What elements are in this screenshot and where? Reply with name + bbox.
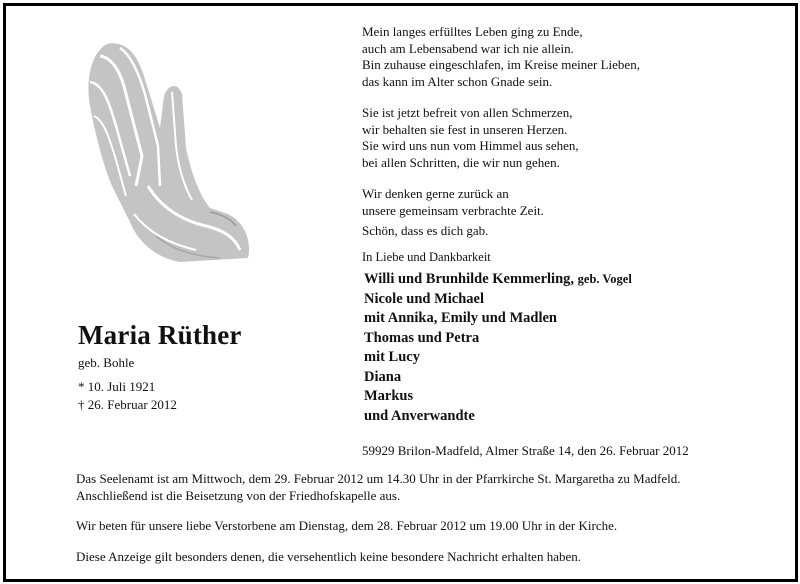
family-name-born: geb. Vogel: [577, 272, 632, 286]
service-notes: [76, 471, 781, 579]
address-line: 59929 Brilon-Madfeld, Almer Straße 14, den 26. Februar 2012: [362, 443, 689, 458]
prayer-notice: Wir beten für unsere liebe Verstorbene am Dienstag, dem 28. Februar 2012 um 19.00 Uhr in der Kirche.: [76, 518, 618, 533]
family-line: mit Annika, Emily und Madlen: [364, 310, 557, 326]
poem-line: Sie ist jetzt befreit von allen Schmerzen,: [362, 105, 573, 120]
poem-stanza-3: [362, 186, 782, 219]
poem-line: auch am Lebensabend war ich nie allein.: [362, 40, 574, 56]
poem-stanza-2: [362, 105, 782, 171]
poem-line: das kann im Alter schon Gnade sein.: [362, 73, 553, 89]
poem-stanza-1: [362, 24, 782, 90]
poem-closing: Schön, dass es dich gab.: [362, 223, 489, 238]
poem-line: wir behalten sie fest in unseren Herzen.: [362, 121, 568, 137]
general-notice: Diese Anzeige gilt besonders denen, die versehentlich keine besondere Nachricht erhalten haben.: [76, 548, 581, 564]
family-line: Diana: [364, 368, 402, 385]
poem-line: Mein langes erfülltes Leben ging zu Ende,: [362, 24, 583, 39]
requiem-line: Das Seelenamt ist am Mittwoch, dem 29. Februar 2012 um 14.30 Uhr in der Pfarrkirche St. Margaretha zu Madfeld.: [76, 471, 681, 486]
poem-line: Wir denken gerne zurück an: [362, 186, 509, 201]
family-line: Markus: [364, 388, 414, 404]
family-line: Thomas und Petra: [364, 329, 480, 346]
family-name-main: Willi und Brunhilde Kemmerling,: [364, 271, 575, 287]
family-line: Nicole und Michael: [364, 290, 485, 307]
memorial-poem: [362, 24, 782, 240]
poem-line: Bin zuhause eingeschlafen, im Kreise meiner Lieben,: [362, 57, 640, 72]
poem-line: Sie wird uns nun vom Himmel aus sehen,: [362, 138, 579, 153]
poem-line: bei allen Schritten, die wir nun gehen.: [362, 154, 560, 170]
family-line: mit Lucy: [364, 349, 420, 365]
life-dates: [78, 378, 177, 414]
death-date: † 26. Februar 2012: [78, 397, 177, 412]
poem-line: unsere gemeinsam verbrachte Zeit.: [362, 202, 544, 218]
family-line: [364, 270, 632, 290]
family-line: und Anverwandte: [364, 407, 475, 424]
gratitude-line: In Liebe und Dankbarkeit: [362, 250, 491, 264]
deceased-name: Maria Rüther: [78, 320, 242, 350]
birth-name: geb. Bohle: [78, 355, 135, 370]
family-list: [364, 270, 632, 426]
praying-hands-icon: [60, 36, 260, 266]
requiem-notice: [76, 471, 781, 504]
burial-line: Anschließend ist die Beisetzung von der Friedhofskapelle aus.: [76, 487, 401, 503]
birth-date: * 10. Juli 1921: [78, 379, 156, 394]
